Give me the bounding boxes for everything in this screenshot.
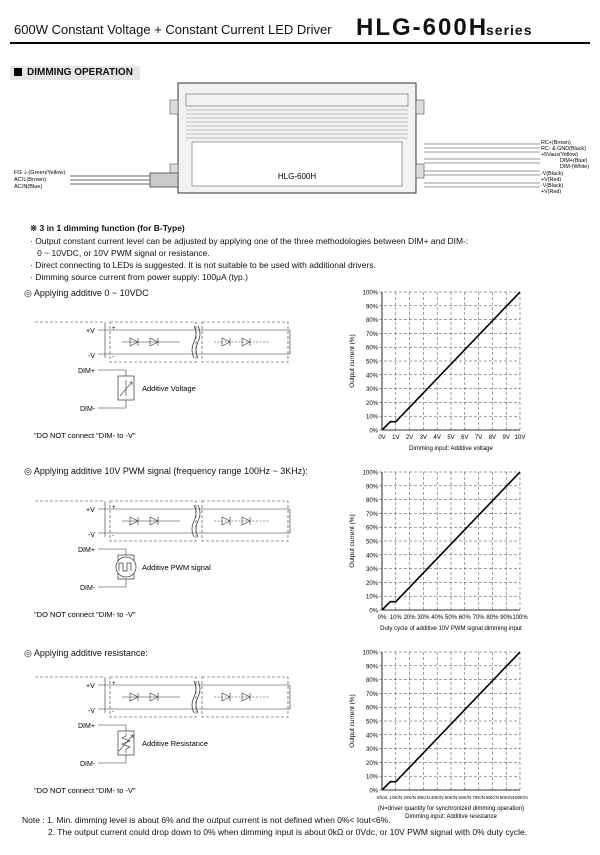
output-cables — [424, 144, 540, 187]
x-tick-label: 6V — [461, 435, 469, 441]
y-tick-label: 90% — [365, 664, 378, 671]
wire-rc-plus: RC+(Brown) — [541, 140, 571, 146]
x-tick-label: 2V — [405, 435, 414, 441]
header-model: HLG-600H — [356, 14, 489, 41]
wire-fg: FG⏚(Green/Yellow) — [14, 170, 66, 176]
y-tick-label: 70% — [365, 331, 378, 338]
minus-sign: - — [112, 354, 114, 360]
x-tick-label: 40% — [431, 615, 444, 621]
x-tick-label: 70K/N — [472, 795, 485, 800]
x-tick-label: 10V — [514, 435, 526, 441]
note-2: 2. The output current could drop down to 0% when dimming input is about 0kΩ or 0Vdc, or 10V PWM signal with 0% duty cycle. — [48, 827, 528, 837]
y-tick-label: 90% — [365, 484, 378, 491]
section-title: DIMMING OPERATION — [27, 67, 133, 78]
y-tick-label: 40% — [365, 373, 378, 380]
y-tick-label: 80% — [365, 318, 378, 325]
warning-text: "DO NOT connect "DIM- to -V" — [34, 786, 136, 795]
intro-bullet-1: · Output constant current level can be adjusted by applying one of the three methodologies between DIM+ and DIM-: — [30, 236, 469, 246]
y-tick-label: 30% — [365, 747, 378, 754]
wire-vminus-2: -V(Black) — [541, 183, 564, 189]
method-1-heading: ◎ Applying additive 0 ~ 10VDC — [24, 288, 149, 298]
y-tick-label: 70% — [365, 691, 378, 698]
input-cable — [70, 173, 178, 187]
x-tick-label: 10K/N — [389, 795, 403, 800]
x-tick-label: 9V — [502, 435, 510, 441]
label-dimminus: DIM- — [80, 585, 96, 592]
y-tick-label: 60% — [365, 525, 378, 532]
minus-sign: - — [112, 533, 114, 539]
source-label: Additive PWM signal — [142, 563, 211, 572]
label-vplus: +V — [86, 507, 95, 514]
schematic-resistance — [30, 673, 330, 803]
plus-sign: + — [112, 681, 116, 687]
x-tick-label: 50K/N — [444, 795, 458, 800]
x-tick-label: 3V — [419, 435, 428, 441]
x-tick-label: 80K/N — [486, 795, 499, 800]
y-tick-label: 70% — [365, 511, 378, 518]
y-tick-label: 20% — [365, 400, 378, 407]
wire-vplus-1: +V(Red) — [541, 177, 562, 183]
y-axis-label: Output current (%) — [349, 334, 356, 388]
schematic-voltage — [30, 318, 330, 448]
chart-pwm — [340, 462, 560, 640]
schematic-pwm — [30, 497, 330, 627]
x-tick-label: 70% — [472, 615, 485, 621]
y-tick-label: 50% — [365, 539, 378, 546]
y-tick-label: 30% — [365, 567, 378, 574]
warning-text: "DO NOT connect "DIM- to -V" — [34, 431, 136, 440]
wire-vplus-2: +V(Red) — [541, 189, 562, 195]
x-tick-label: 10% — [389, 615, 402, 621]
square-bullet-icon — [14, 68, 22, 76]
y-tick-label: 0% — [369, 788, 378, 795]
y-tick-label: 10% — [365, 414, 378, 421]
y-tick-label: 0% — [369, 428, 378, 435]
x-tick-label: 50% — [444, 615, 458, 621]
warning-text: "DO NOT connect "DIM- to -V" — [34, 610, 136, 619]
y-tick-label: 100% — [362, 650, 378, 657]
note-1: Note : 1. Min. dimming level is about 6% and the output current is not defined when 0%< Iout<6%. — [22, 815, 391, 825]
driver-diagram — [0, 80, 600, 210]
x-tick-label: 30% — [417, 615, 430, 621]
y-tick-label: 80% — [365, 498, 378, 505]
wire-acl: AC/L(Brown) — [14, 177, 47, 183]
label-vminus: -V — [88, 708, 95, 715]
x-tick-label: 0% — [377, 615, 387, 621]
x-axis-label: Duty cycle of additive 10V PWM signal dimming input — [380, 626, 522, 632]
y-tick-label: 100% — [362, 290, 378, 297]
y-tick-label: 60% — [365, 345, 378, 352]
x-tick-label: 100% — [512, 615, 528, 621]
x-tick-label: 0V — [378, 435, 386, 441]
header-series: series — [486, 22, 533, 38]
x-tick-label: 20% — [403, 615, 416, 621]
y-tick-label: 50% — [365, 719, 378, 726]
x-tick-label: 100K/N — [512, 795, 528, 800]
source-label: Additive Resistance — [142, 739, 208, 748]
section-title-bar — [10, 66, 140, 80]
x-tick-label: 1V — [392, 435, 400, 441]
x-tick-label: 80% — [486, 615, 499, 621]
x-tick-label: 60% — [458, 615, 471, 621]
header-subtitle: 600W Constant Voltage + Constant Current LED Driver — [14, 22, 332, 37]
wire-5vaux: +5Vaux(Yellow) — [541, 152, 579, 158]
chart-voltage — [340, 282, 560, 460]
y-tick-label: 100% — [362, 470, 378, 477]
label-dimplus: DIM+ — [78, 368, 95, 375]
wire-rc-minus: RC- & GND(Black) — [541, 146, 586, 152]
intro-bullet-2: 0 ~ 10VDC, or 10V PWM signal or resistance. — [30, 248, 210, 258]
y-tick-label: 10% — [365, 774, 378, 781]
plus-sign: + — [112, 505, 116, 511]
x-axis-label-2: Dimming input: Additive resistance — [405, 814, 497, 820]
x-tick-label: 5V — [447, 435, 455, 441]
x-tick-label: 30K/N — [417, 795, 430, 800]
label-vplus: +V — [86, 328, 95, 335]
x-tick-label: 7V — [474, 435, 483, 441]
intro-bullet-3: · Direct connecting to LEDs is suggested. It is not suitable to be used with additional drivers. — [30, 260, 376, 270]
y-tick-label: 40% — [365, 553, 378, 560]
x-axis-label: (N=driver quantity for synchronized dimming operation) — [377, 806, 525, 812]
y-tick-label: 40% — [365, 733, 378, 740]
label-vplus: +V — [86, 683, 95, 690]
y-tick-label: 10% — [365, 594, 378, 601]
label-dimplus: DIM+ — [78, 547, 95, 554]
wire-dim-minus: DIM-(White) — [560, 164, 590, 170]
header-divider — [10, 42, 590, 44]
x-tick-label: 8V — [488, 435, 497, 441]
plus-sign: + — [112, 326, 116, 332]
label-vminus: -V — [88, 532, 95, 539]
chart-resistance — [340, 642, 560, 820]
y-tick-label: 80% — [365, 678, 378, 685]
label-dimplus: DIM+ — [78, 723, 95, 730]
x-tick-label: 4V — [433, 435, 441, 441]
wire-acn: AC/N(Blue) — [14, 184, 43, 190]
wire-vminus-1: -V(Black) — [541, 171, 564, 177]
x-tick-label: Short — [376, 795, 388, 800]
x-tick-label: 40K/N — [430, 795, 444, 800]
wire-dim-plus: DIM+(Blue) — [560, 158, 588, 164]
method-2-heading: ◎ Applying additive 10V PWM signal (frequency range 100Hz ~ 3KHz): — [24, 466, 308, 476]
x-tick-label: 90% — [500, 615, 513, 621]
intro-heading: ※ 3 in 1 dimming function (for B-Type) — [30, 223, 185, 233]
driver-label: HLG-600H — [277, 172, 317, 181]
label-vminus: -V — [88, 353, 95, 360]
method-3-heading: ◎ Applying additive resistance: — [24, 648, 148, 658]
label-dimminus: DIM- — [80, 406, 96, 413]
y-tick-label: 0% — [369, 608, 378, 615]
y-tick-label: 60% — [365, 705, 378, 712]
x-axis-label: Dimming input: Additive voltage — [409, 446, 493, 452]
y-tick-label: 30% — [365, 387, 378, 394]
y-axis-label: Output current (%) — [349, 514, 356, 568]
y-tick-label: 50% — [365, 359, 378, 366]
x-tick-label: 20K/N — [403, 795, 416, 800]
y-tick-label: 20% — [365, 760, 378, 767]
y-axis-label: Output current (%) — [349, 694, 356, 748]
y-tick-label: 90% — [365, 304, 378, 311]
x-tick-label: 60K/N — [458, 795, 472, 800]
source-label: Additive Voltage — [142, 384, 196, 393]
label-dimminus: DIM- — [80, 761, 96, 768]
y-tick-label: 20% — [365, 580, 378, 587]
intro-bullet-4: · Dimming source current from power supply: 100μA (typ.) — [30, 272, 248, 282]
minus-sign: - — [112, 709, 114, 715]
x-tick-label: 90K/N — [499, 795, 513, 800]
